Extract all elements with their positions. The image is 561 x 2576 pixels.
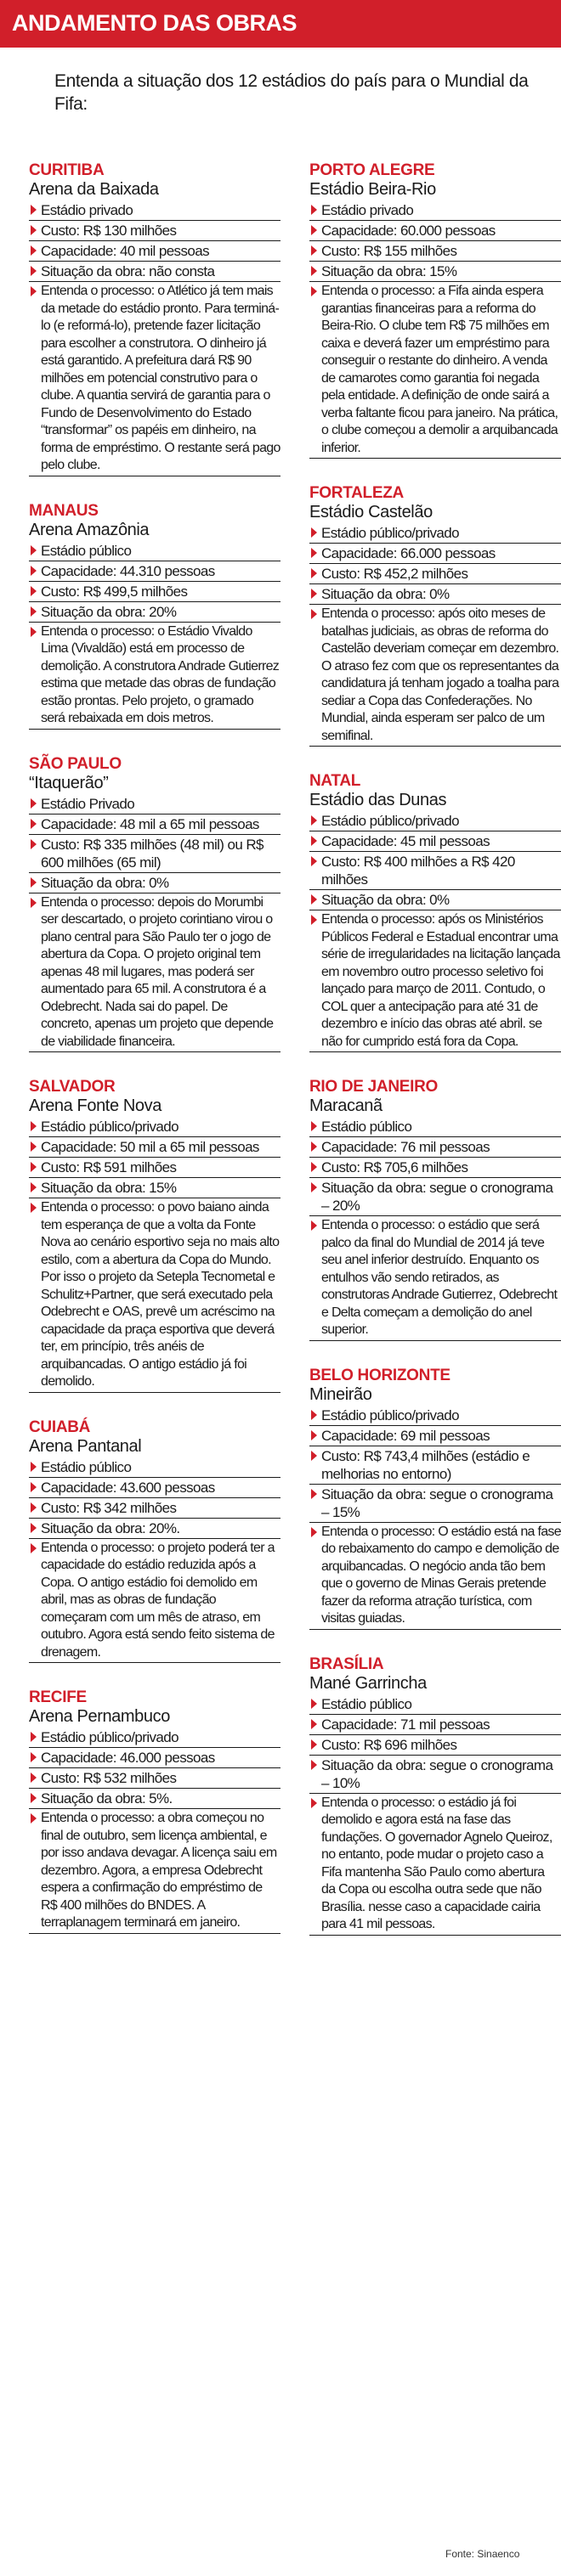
info-row: Estádio Privado [29, 795, 280, 815]
city-name: RECIFE [29, 1688, 87, 1706]
city-block-cuiaba [29, 1418, 280, 1664]
info-row: Custo: R$ 452,2 milhões [309, 565, 561, 584]
city-block-sao-paulo [29, 755, 280, 1053]
stadium-name: Arena da Baixada [29, 180, 159, 199]
city-name: MANAUS [29, 501, 99, 520]
info-row: Custo: R$ 342 milhões [29, 1499, 280, 1519]
stadium-name: Arena Fonte Nova [29, 1096, 162, 1115]
city-block-rio-de-janeiro [309, 1078, 561, 1341]
city-name: SALVADOR [29, 1078, 116, 1096]
city-block-brasilia [309, 1655, 561, 1936]
page-title: ANDAMENTO DAS OBRAS [0, 0, 561, 48]
info-row: Custo: R$ 335 milhões (48 mil) ou R$ 600 milhões (65 mil) [29, 836, 280, 873]
info-row: Capacidade: 46.000 pessoas [29, 1749, 280, 1768]
stadium-name: “Itaquerão” [29, 773, 109, 792]
info-row: Capacidade: 66.000 pessoas [309, 544, 561, 564]
info-row: Custo: R$ 743,4 milhões (estádio e melhorias no entorno) [309, 1447, 561, 1485]
info-row: Custo: R$ 591 milhões [29, 1158, 280, 1178]
info-row: Custo: R$ 400 milhões a R$ 420 milhões [309, 853, 561, 890]
stadium-name: Arena Pantanal [29, 1436, 142, 1456]
process-text: Entenda o processo: o povo baiano ainda tem esperança de que a volta da Fonte Nova ao cenário esportivo seja no mais alto estilo, com a abertura da Copa do Mundo. Por isso o projeto da Setepla Tecnometal e Schulitz+Partner, que será executado pela Odebrecht e OAS, prevê um acréscimo na capacidade da praça esportiva que deverá ter, em princípio, três anéis de arquibancadas. O antigo estádio já foi demolido. [29, 1199, 280, 1393]
left-column [29, 161, 280, 1935]
info-row: Situação da obra: não consta [29, 262, 280, 282]
stadium-name: Arena Pernambuco [29, 1707, 170, 1726]
info-row: Estádio público/privado [29, 1728, 280, 1748]
info-row: Capacidade: 44.310 pessoas [29, 562, 280, 582]
process-text: Entenda o processo: a obra começou no final de outubro, sem licença ambiental, e por isso andava devagar. A licença saiu em dezembro. Agora, a empresa Odebrecht espera a confirmação do empréstimo de R$ 400 milhões do BNDES. A terraplanagem terminará em janeiro. [29, 1810, 280, 1934]
info-row: Custo: R$ 130 milhões [29, 222, 280, 241]
process-text: Entenda o processo: o Atlético já tem mais da metade do estádio pronto. Para terminá-lo (e reformá-lo), pretende fazer licitação para escolher a construtora. O dinheiro já está garantido. A prefeitura dará R$ 90 milhões em potencial construtivo para o clube. A quantia servirá de garantia para o Fundo de Desenvolvimento do Estado “transformar” os papéis em dinheiro, na forma de empréstimo. O restante será pago pelo clube. [29, 283, 280, 476]
info-row: Capacidade: 48 mil a 65 mil pessoas [29, 815, 280, 835]
info-row: Situação da obra: segue o cronograma – 15% [309, 1485, 561, 1523]
info-row: Custo: R$ 532 milhões [29, 1769, 280, 1789]
stadium-name: Estádio Castelão [309, 503, 433, 521]
city-block-recife [29, 1688, 280, 1934]
info-row: Situação da obra: segue o cronograma – 10% [309, 1756, 561, 1794]
info-row: Situação da obra: 20% [29, 603, 280, 623]
city-name: PORTO ALEGRE [309, 161, 435, 179]
city-name: NATAL [309, 772, 361, 790]
process-text: Entenda o processo: a Fifa ainda espera garantias financeiras para a reforma do Beira-Rio. O clube tem R$ 75 milhões em caixa e deverá fazer um empréstimo para conseguir o restante do dinheiro. A venda de camarotes como garantia foi negada pela entidade. A definição de onde sairá a verba faltante ficou para janeiro. Na prática, o clube começou a demolir a arquibancada inferior. [309, 283, 561, 459]
stadium-name: Estádio das Dunas [309, 791, 447, 809]
info-row: Situação da obra: 20%. [29, 1519, 280, 1539]
info-row: Estádio público [29, 1458, 280, 1478]
city-name: BELO HORIZONTE [309, 1366, 450, 1384]
process-text: Entenda o processo: o estádio já foi demolido e agora está na fase das fundações. O governador Agnelo Queiroz, no entanto, pode mudar o projeto caso a Fifa mantenha São Paulo como abertura da Copa ou escolha outra sede que não Brasília. nesse caso a capacidade cairia para 41 mil pessoas. [309, 1795, 561, 1936]
stadium-name: Arena Amazônia [29, 520, 150, 539]
city-name: RIO DE JANEIRO [309, 1078, 438, 1096]
info-row: Situação da obra: 0% [29, 874, 280, 893]
info-row: Situação da obra: 15% [309, 262, 561, 282]
city-block-natal [309, 772, 561, 1052]
info-row: Capacidade: 71 mil pessoas [309, 1716, 561, 1735]
info-row: Custo: R$ 705,6 milhões [309, 1158, 561, 1178]
process-text: Entenda o processo: O estádio está na fase do rebaixamento do campo e demolição de arquibancadas. O negócio anda tão bem que o governo de Minas Gerais pretende fazer da reforma atração turística, com visitas guiadas. [309, 1524, 561, 1630]
city-name: CURITIBA [29, 161, 105, 179]
info-row: Situação da obra: 0% [309, 891, 561, 910]
info-row: Capacidade: 43.600 pessoas [29, 1479, 280, 1498]
right-column [309, 161, 561, 1936]
stadium-name: Estádio Beira-Rio [309, 180, 436, 199]
info-row: Capacidade: 60.000 pessoas [309, 222, 561, 241]
city-block-manaus [29, 502, 280, 730]
stadium-name: Mineirão [309, 1384, 372, 1404]
city-name: CUIABÁ [29, 1418, 91, 1436]
info-row: Situação da obra: 15% [29, 1179, 280, 1198]
info-row: Estádio público [29, 542, 280, 561]
info-row: Capacidade: 69 mil pessoas [309, 1427, 561, 1446]
info-row: Situação da obra: 5%. [29, 1790, 280, 1809]
process-text: Entenda o processo: depois do Morumbi ser descartado, o projeto corintiano virou o plano central para São Paulo ter o jogo de abertura da Copa. O projeto original tem apenas 48 mil lugares, mas poderá ser aumentado para 65 mil. A construtora é a Odebrecht. Nada sai do papel. De concreto, apenas um projeto que depende de viabilidade financeira. [29, 894, 280, 1053]
info-row: Custo: R$ 696 milhões [309, 1736, 561, 1756]
info-row: Estádio público [309, 1118, 561, 1137]
process-text: Entenda o processo: o projeto poderá ter a capacidade do estádio reduzida após a Copa. O antigo estádio foi demolido em abril, mas as obras de fundação começaram com um mês de atraso, em outubro. Agora está sendo feito sistema de drenagem. [29, 1540, 280, 1664]
city-block-belo-horizonte [309, 1367, 561, 1630]
city-name: BRASÍLIA [309, 1654, 384, 1673]
info-row: Estádio público/privado [309, 812, 561, 831]
info-row: Capacidade: 40 mil pessoas [29, 242, 280, 262]
city-block-curitiba [29, 161, 280, 476]
info-row: Capacidade: 76 mil pessoas [309, 1138, 561, 1158]
process-text: Entenda o processo: o estádio que será palco da final do Mundial de 2014 já teve seu anel inferior destruído. Enquanto os entulhos vão sendo retirados, as construtoras Andrade Gutierrez, Odebrecht e Delta começam a demolição do anel superior. [309, 1217, 561, 1341]
city-block-fortaleza [309, 484, 561, 747]
city-name: FORTALEZA [309, 484, 404, 502]
info-row: Estádio público/privado [29, 1118, 280, 1137]
info-row: Estádio privado [309, 201, 561, 221]
stadium-name: Maracanã [309, 1096, 382, 1115]
info-row: Situação da obra: 0% [309, 585, 561, 605]
process-text: Entenda o processo: após oito meses de batalhas judiciais, as obras de reforma do Castelão deveriam começar em dezembro. O atraso fez com que os representantes da candidatura já tenham jogado a toalha para sediar a Copa das Confederações. No Mundial, ainda esperam ser palco de um semifinal. [309, 606, 561, 747]
info-row: Estádio público [309, 1695, 561, 1715]
process-text: Entenda o processo: o Estádio Vivaldo Lima (Vivaldão) está em processo de demolição. A construtora Andrade Gutierrez estima que metade das obras de fundação estão prontas. Pelo projeto, o gramado será rebaixada em dois metros. [29, 623, 280, 730]
city-block-salvador [29, 1078, 280, 1393]
city-name: SÃO PAULO [29, 754, 122, 773]
info-row: Capacidade: 45 mil pessoas [309, 832, 561, 852]
city-block-porto-alegre [309, 161, 561, 459]
info-row: Custo: R$ 499,5 milhões [29, 583, 280, 602]
process-text: Entenda o processo: após os Ministérios Públicos Federal e Estadual encontrar uma série de irregularidades na licitação lançada em novembro outro processo seletivo foi lançado para março de 2011. Contudo, o COL quer a antecipação para até 31 de dezembro e início das obras até abril. se não for cumprido está fora da Copa. [309, 911, 561, 1052]
info-row: Estádio público/privado [309, 1406, 561, 1426]
intro-text: Entenda a situação dos 12 estádios do país para o Mundial da Fifa: [54, 71, 529, 114]
info-row: Capacidade: 50 mil a 65 mil pessoas [29, 1138, 280, 1158]
info-row: Situação da obra: segue o cronograma – 20% [309, 1179, 561, 1216]
stadium-name: Mané Garrincha [309, 1673, 427, 1693]
info-row: Estádio privado [29, 201, 280, 221]
info-row: Estádio público/privado [309, 524, 561, 544]
source-credit: Fonte: Sinaenco [445, 2548, 520, 2560]
info-row: Custo: R$ 155 milhões [309, 242, 561, 262]
